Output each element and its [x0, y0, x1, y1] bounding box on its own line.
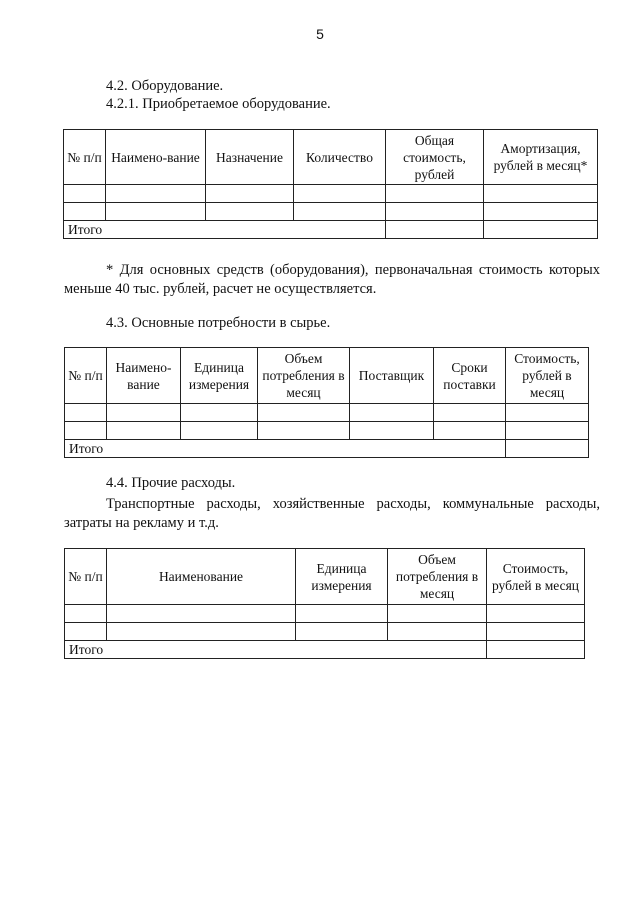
empty-cell[interactable] — [386, 221, 484, 239]
empty-cell[interactable] — [64, 185, 106, 203]
header-cell: Стоимость, рублей в месяц — [487, 549, 585, 605]
total-label: Итого — [65, 641, 487, 659]
empty-cell[interactable] — [65, 623, 107, 641]
empty-cell[interactable] — [434, 422, 506, 440]
empty-cell[interactable] — [434, 404, 506, 422]
header-cell: Наимено-вание — [107, 348, 181, 404]
empty-cell[interactable] — [487, 641, 585, 659]
empty-cell[interactable] — [107, 623, 296, 641]
header-cell: Единица измерения — [296, 549, 388, 605]
empty-cell[interactable] — [350, 422, 434, 440]
raw-materials-table — [64, 347, 589, 458]
total-row — [64, 221, 598, 239]
empty-cell[interactable] — [258, 422, 350, 440]
header-cell: Наимено-вание — [106, 130, 206, 185]
table-row — [64, 185, 598, 203]
empty-cell[interactable] — [484, 221, 598, 239]
empty-cell[interactable] — [484, 203, 598, 221]
empty-cell[interactable] — [386, 203, 484, 221]
empty-cell[interactable] — [181, 422, 258, 440]
table-row — [65, 623, 585, 641]
header-cell: Поставщик — [350, 348, 434, 404]
table-row — [65, 422, 589, 440]
table-header-row — [64, 130, 598, 185]
table-header-row — [65, 348, 589, 404]
empty-cell[interactable] — [350, 404, 434, 422]
total-label: Итого — [65, 440, 506, 458]
header-cell: Единица измерения — [181, 348, 258, 404]
empty-cell[interactable] — [294, 185, 386, 203]
header-cell: № п/п — [65, 549, 107, 605]
footnote: * Для основных средств (оборудования), первоначальная стоимость которых меньше 40 тыс. рублей, расчет не осуществляется. — [64, 262, 600, 297]
empty-cell[interactable] — [506, 422, 589, 440]
header-cell: Количество — [294, 130, 386, 185]
empty-cell[interactable] — [181, 404, 258, 422]
empty-cell[interactable] — [258, 404, 350, 422]
header-cell: Объем потребления в месяц — [258, 348, 350, 404]
empty-cell[interactable] — [65, 605, 107, 623]
section-4-2-title: 4.2. Оборудование. — [106, 78, 224, 94]
empty-cell[interactable] — [106, 185, 206, 203]
total-label: Итого — [64, 221, 386, 239]
total-row — [65, 641, 585, 659]
section-4-3-title: 4.3. Основные потребности в сырье. — [106, 315, 331, 331]
empty-cell[interactable] — [388, 623, 487, 641]
header-cell: Назначение — [206, 130, 294, 185]
empty-cell[interactable] — [206, 203, 294, 221]
empty-cell[interactable] — [294, 203, 386, 221]
empty-cell[interactable] — [65, 404, 107, 422]
empty-cell[interactable] — [506, 404, 589, 422]
empty-cell[interactable] — [106, 203, 206, 221]
empty-cell[interactable] — [388, 605, 487, 623]
section-4-4-title: 4.4. Прочие расходы. — [106, 475, 236, 491]
empty-cell[interactable] — [107, 422, 181, 440]
empty-cell[interactable] — [386, 185, 484, 203]
empty-cell[interactable] — [65, 422, 107, 440]
equipment-table — [63, 129, 598, 239]
empty-cell[interactable] — [296, 623, 388, 641]
table-header-row — [65, 549, 585, 605]
header-cell: Сроки поставки — [434, 348, 506, 404]
header-cell: Объем потребления в месяц — [388, 549, 487, 605]
page-number: 5 — [316, 26, 324, 42]
empty-cell[interactable] — [206, 185, 294, 203]
section-4-2-1-subtitle: 4.2.1. Приобретаемое оборудование. — [106, 96, 331, 112]
empty-cell[interactable] — [487, 605, 585, 623]
header-cell: Общая стоимость, рублей — [386, 130, 484, 185]
empty-cell[interactable] — [296, 605, 388, 623]
empty-cell[interactable] — [506, 440, 589, 458]
header-cell: Стоимость, рублей в месяц — [506, 348, 589, 404]
header-cell: Наименование — [107, 549, 296, 605]
table-row — [64, 203, 598, 221]
empty-cell[interactable] — [487, 623, 585, 641]
other-expenses-table — [64, 548, 585, 659]
table-row — [65, 605, 585, 623]
header-cell: Амортизация, рублей в месяц* — [484, 130, 598, 185]
header-cell: № п/п — [65, 348, 107, 404]
header-cell: № п/п — [64, 130, 106, 185]
empty-cell[interactable] — [484, 185, 598, 203]
section-4-4-description: Транспортные расходы, хозяйственные расходы, коммунальные расходы, затраты на рекламу и т.д. — [64, 496, 600, 531]
table-row — [65, 404, 589, 422]
empty-cell[interactable] — [107, 404, 181, 422]
empty-cell[interactable] — [107, 605, 296, 623]
total-row — [65, 440, 589, 458]
empty-cell[interactable] — [64, 203, 106, 221]
